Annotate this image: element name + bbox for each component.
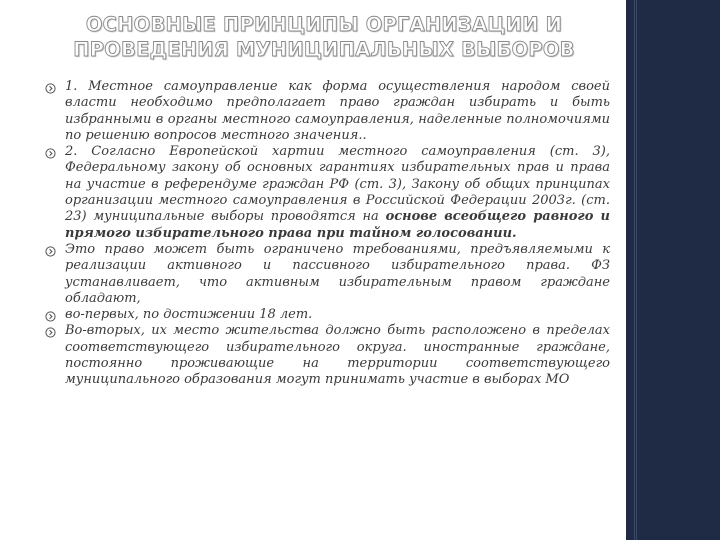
bullet-item-4	[44, 307, 610, 323]
title-line-2: ПРОВЕДЕНИЯ МУНИЦИПАЛЬНЫХ ВЫБОРОВ	[73, 38, 575, 61]
slide-title	[44, 12, 604, 62]
circle-arrow-icon	[45, 148, 56, 159]
bullet-item-1	[44, 79, 610, 144]
bullet-text-3: Это право может быть ограничено требованиями, предъявляемыми к реализации активного и пассивного избирательного права. ФЗ устанавливает, что активным избирательным правом граждане обладают,	[65, 241, 610, 306]
bullet-list	[44, 79, 610, 389]
bullet-item-5	[44, 323, 610, 388]
sidebar-stripe	[634, 0, 635, 540]
bullet-text-2-bold: основе всеобщего равного и прямого избирательного права при тайном голосовании.	[65, 209, 610, 241]
bullet-text-4: во-первых, по достижении 18 лет.	[65, 307, 313, 323]
bullet-item-2	[44, 144, 610, 242]
title-line-1: ОСНОВНЫЕ ПРИНЦИПЫ ОРГАНИЗАЦИИ И	[85, 13, 563, 36]
circle-arrow-icon	[45, 311, 56, 322]
decorative-sidebar	[626, 0, 720, 540]
circle-arrow-icon	[45, 246, 56, 257]
bullet-text-2: 2. Согласно Европейской хартии местного самоуправления (ст. 3), Федеральному закону об основных гарантиях избирательных прав и права на участие в референдуме граждан РФ (ст. 3), Закону об общих принципах организации местного самоуправления в Российской Федерации 2003г. (ст. 23) муниципальные выборы проводятся на	[65, 144, 610, 225]
sidebar-stripe	[636, 0, 637, 540]
circle-arrow-icon	[45, 83, 56, 94]
bullet-text-1: 1. Местное самоуправление как форма осуществления народом своей власти необходимо предполагает право граждан избирать и быть избранными в органы местного самоуправления, наделенные полномочиями по решению вопросов местного значения..	[65, 79, 610, 143]
circle-arrow-icon	[45, 327, 56, 338]
bullet-text-5: Во-вторых, их место жительства должно быть расположено в пределах соответствующего избирательного округа. иностранные граждане, постоянно проживающие на территории соответствующего муниципального образования могут принимать участие в выборах МО	[65, 323, 610, 388]
bullet-item-3	[44, 242, 610, 307]
